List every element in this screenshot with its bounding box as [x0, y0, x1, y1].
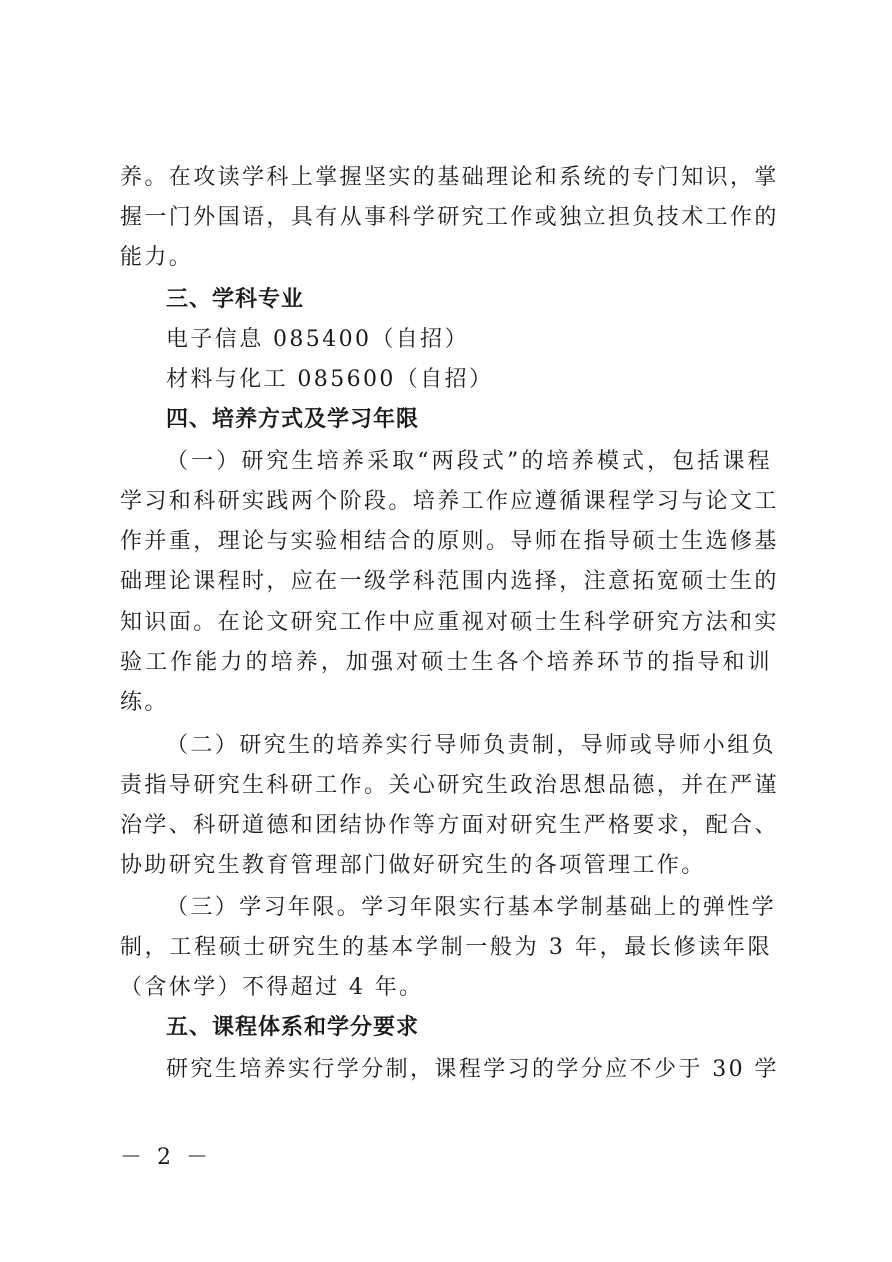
paragraph-line: （含休学）不得超过 4 年。 — [120, 975, 424, 1000]
paragraph-line: 能力。 — [120, 245, 194, 270]
paragraph-line: 练。 — [120, 690, 169, 715]
page-number: － 2 － — [120, 1145, 212, 1170]
section-heading-4: 四、培养方式及学习年限 — [166, 407, 420, 432]
paragraph-line: 制，工程硕士研究生的基本学制一般为 3 年，最长修读年限 — [120, 935, 772, 960]
paragraph-line: 作并重，理论与实验相结合的原则。导师在指导硕士生选修基 — [120, 529, 779, 554]
paragraph-line: 知识面。在论文研究工作中应重视对硕士生科学研究方法和实 — [120, 610, 779, 635]
discipline-item: 材料与化工 085600（自招） — [166, 367, 494, 392]
paragraph-line: 验工作能力的培养，加强对硕士生各个培养环节的指导和训 — [120, 650, 772, 675]
paragraph-line: 础理论课程时，应在一级学科范围内选择，注意拓宽硕士生的 — [120, 569, 779, 594]
paragraph-line: 责指导研究生科研工作。关心研究生政治思想品德，并在严谨 — [120, 773, 779, 798]
paragraph-line: 养。在攻读学科上掌握坚实的基础理论和系统的专门知识，掌 — [120, 165, 779, 190]
paragraph-line: （一）研究生培养采取“两段式”的培养模式，包括课程 — [166, 449, 772, 474]
paragraph-line: （二）研究生的培养实行导师负责制，导师或导师小组负 — [166, 733, 777, 758]
paragraph-line: （三）学习年限。学习年限实行基本学制基础上的弹性学 — [166, 895, 777, 920]
section-heading-5: 五、课程体系和学分要求 — [166, 1015, 420, 1040]
section-heading-3: 三、学科专业 — [166, 287, 305, 312]
discipline-item: 电子信息 085400（自招） — [166, 327, 469, 352]
paragraph-line: 学习和科研实践两个阶段。培养工作应遵循课程学习与论文工 — [120, 489, 779, 514]
paragraph-line: 握一门外国语，具有从事科学研究工作或独立担负技术工作的 — [120, 205, 779, 230]
paragraph-line: 协助研究生教育管理部门做好研究生的各项管理工作。 — [120, 853, 706, 878]
paragraph-line: 研究生培养实行学分制，课程学习的学分应不少于 30 学 — [166, 1057, 779, 1082]
paragraph-line: 治学、科研道德和团结协作等方面对研究生严格要求，配合、 — [120, 813, 779, 838]
